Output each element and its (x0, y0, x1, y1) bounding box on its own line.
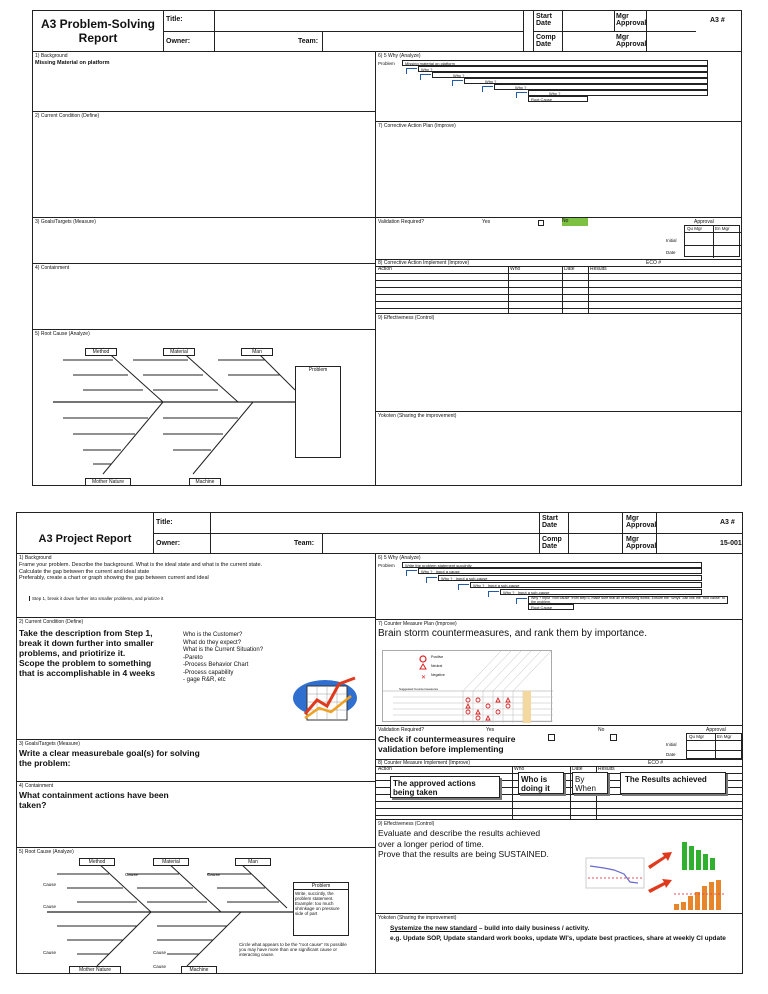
eco-label: ECO # (646, 260, 662, 266)
current-text-1: Take the description from Step 1, break it down further into smaller problems, and priotirize it. (19, 628, 154, 658)
fishbone-problem-box[interactable] (293, 882, 349, 936)
cause-label: Cause (43, 904, 57, 909)
section-label: 2) Current Condition (Define) (19, 619, 84, 625)
validation-yes: Yes (486, 727, 495, 733)
section-yokoten[interactable] (375, 913, 742, 973)
section-label: 4) Containment (35, 265, 70, 271)
cause-label: Cause (207, 872, 221, 877)
section-yokoten[interactable] (375, 411, 741, 485)
question: What do they expect? (183, 639, 242, 646)
validation-text: Check if countermeasures require validation before implementing (378, 734, 516, 754)
fishbone-mother-nature: Mother Nature (69, 966, 121, 974)
a3-number-value: 15-001 (720, 540, 742, 547)
five-why-problem-label: Problem (378, 61, 395, 66)
yokoten-standard: Systemize the new standard (390, 925, 478, 932)
implement-label: 8) Counter Measure Implement (Improve) (378, 760, 470, 766)
section-label: 7) Corrective Action Plan (Improve) (378, 123, 456, 129)
why-2[interactable] (438, 575, 702, 581)
section-label: 5) Root Cause (Analyze) (35, 331, 90, 337)
dates-block (533, 11, 741, 51)
why-5[interactable]: Why ? (528, 90, 708, 96)
yokoten-text (390, 924, 740, 943)
cause-label: Cause (153, 950, 167, 955)
question: Who is the Customer? (183, 632, 243, 638)
section-goals[interactable] (17, 739, 375, 781)
qu-mgr-label: Qu Mgr (689, 734, 705, 739)
why-label: Why ? (421, 569, 433, 574)
fishbone-machine: Machine (189, 478, 221, 486)
form-title: A3 Project Report (38, 533, 132, 545)
section-label: Yokoten (Sharing the improvement) (378, 915, 457, 921)
team-input[interactable] (322, 32, 524, 51)
col-who: Who (510, 266, 521, 272)
who-doing-note: Who is doing it (518, 772, 564, 794)
section-five-why[interactable] (375, 51, 741, 121)
section-label: 3) Goals/Targets (Measure) (35, 219, 96, 225)
section-five-why[interactable] (375, 553, 742, 619)
start-date-label: Start Date (542, 515, 558, 529)
goals-text: Write a clear measurebale goal(s) for solving the problem: (19, 748, 200, 768)
why-1[interactable] (418, 568, 702, 574)
validation-label: Validation Required? (378, 219, 425, 225)
validation-yes: Yes (482, 219, 491, 225)
section-containment[interactable] (33, 263, 375, 329)
why-final: Input "root cause" from step 5, make sure that all of resolving works. Ensure the "Whys" can link the "root cause" to the problem. (531, 596, 726, 604)
date-label: Date (666, 752, 676, 757)
counter-text: Brain storm countermeasures, and rank them by importance. (378, 628, 648, 639)
why-label: Why ? (441, 576, 453, 581)
problem-title: Problem (294, 883, 348, 890)
why-input: Input a sub-cause (517, 590, 550, 595)
a3-number-label: A3 # (710, 17, 725, 24)
owner-input[interactable] (210, 534, 290, 553)
mgr-approval-label: Mgr Approval (626, 515, 657, 529)
fishbone-mother-nature: Mother Nature (85, 478, 131, 486)
section-implement (375, 259, 741, 313)
why-input: Input a sub-cause (455, 576, 488, 581)
en-mgr-label: En Mgr (717, 734, 732, 739)
fishbone-material: Material (163, 348, 195, 356)
why-label: Why ? (531, 596, 542, 600)
background-text: Missing Material on platform (35, 60, 110, 66)
legend-negative: Negative (431, 673, 445, 677)
section-validation (375, 725, 742, 759)
qu-mgr-label: Qu Mgr (687, 226, 703, 231)
approval-table (686, 733, 742, 759)
comp-date-input[interactable] (562, 32, 614, 51)
approval-label: Approval (706, 727, 726, 733)
section-label: 2) Current Condition (Define) (35, 113, 100, 119)
section-effectiveness[interactable] (375, 819, 742, 913)
mgr-approval2-label: Mgr Approval (626, 536, 657, 550)
section-current-condition[interactable] (33, 111, 375, 217)
validation-yes-checkbox[interactable] (538, 220, 544, 226)
by-when-note: By When (572, 772, 608, 794)
cause-label: Cause (153, 964, 167, 969)
question: - gage R&R, etc (183, 677, 226, 683)
section-implement (375, 759, 742, 819)
section-label: 6) 5 Why (Analyze) (378, 53, 421, 59)
title-input[interactable] (210, 513, 540, 533)
yokoten-standard-rest: – build into daily business / activity. (477, 925, 590, 932)
initial-label: Initial (666, 238, 677, 243)
circle-note: Circle what appears to be the "root cause" Its possible you may have more than one significant cause or interacting cause. (239, 942, 347, 957)
five-why-problem[interactable]: Missing material on platform (402, 60, 708, 66)
section-goals[interactable] (33, 217, 375, 263)
validation-label: Validation Required? (378, 727, 425, 733)
title-input[interactable] (214, 11, 524, 31)
validation-yes-checkbox[interactable] (548, 734, 555, 741)
col-date: Date (564, 266, 575, 272)
a3-number-label: A3 # (720, 519, 735, 526)
title-label: Title: (156, 519, 173, 526)
section-root-cause[interactable] (17, 847, 375, 973)
svg-text:✕: ✕ (421, 674, 427, 681)
owner-label: Owner: (166, 38, 191, 45)
col-date: Date (572, 766, 583, 772)
bg-line-2: Calculate the gap between the current and ideal state (19, 568, 150, 575)
owner-label: Owner: (156, 540, 181, 547)
legend-positive: Positive (431, 655, 444, 659)
title-field-row (163, 11, 523, 31)
comp-date-label: Comp Date (542, 536, 562, 550)
section-corrective-plan[interactable] (375, 121, 741, 217)
section-effectiveness[interactable] (375, 313, 741, 411)
current-text-2: Scope the problem to something that is accomplishable in 4 weeks (19, 658, 156, 678)
section-label: 9) Effectiveness (Control) (378, 315, 435, 321)
question: -Process Behavior Chart (183, 662, 249, 668)
yokoten-examples: e.g. Update SOP, Update standard work books, update WI's, update best practices, share at weekly CI update (390, 934, 726, 942)
eff-text-1: Evaluate and describe the results achieved over a longer period of time. (378, 828, 541, 849)
implement-label: 8) Corrective Action Implement (Improve) (378, 260, 470, 266)
section-background[interactable] (17, 553, 375, 617)
col-results: Results (590, 266, 607, 272)
containment-text: What containment actions have been taken? (19, 790, 169, 810)
five-why-problem-label: Problem (378, 563, 395, 568)
section-validation (375, 217, 741, 259)
fishbone-man: Man (235, 858, 271, 866)
date-label: Date (666, 250, 676, 255)
legend-neutral: Neutral (431, 664, 443, 668)
approved-actions-note: The approved actions being taken (390, 776, 500, 798)
start-date-input[interactable] (562, 11, 614, 31)
why-3[interactable]: Why ? (464, 78, 708, 84)
owner-team-row (163, 31, 523, 51)
bg-line-1: Frame your problem. Describe the background. What is the ideal state and what is the current state. (19, 562, 263, 568)
fishbone-man: Man (241, 348, 273, 356)
initial-label: Initial (666, 742, 677, 747)
section-counter-plan[interactable] (375, 619, 742, 725)
why-2[interactable]: Why ? (432, 72, 708, 78)
question: -Pareto (183, 654, 203, 661)
problem-desc: Write, succintly, the problem statement. Example: too much shrinkage on pressure side of part (295, 891, 340, 916)
section-label: 1) Background (35, 53, 68, 59)
why-input: Input a sub-cause (487, 583, 520, 588)
question: -Process capability (183, 669, 234, 676)
fishbone-method: Method (79, 858, 115, 866)
root-cause[interactable]: Root Cause (528, 96, 588, 102)
effectiveness-trend-chart (376, 820, 743, 914)
col-who: Who (514, 766, 525, 772)
why-4[interactable]: Why ? (494, 84, 708, 90)
section-label: 6) 5 Why (Analyze) (378, 555, 421, 561)
team-label: Team: (298, 38, 319, 45)
cause-label: Cause (43, 882, 57, 887)
why-5[interactable] (528, 596, 728, 604)
cause-label: Cause (125, 872, 139, 877)
comp-date-input[interactable] (568, 534, 622, 553)
col-action: Action (378, 766, 392, 772)
countermeasure-matrix (382, 650, 552, 722)
validation-no: No (598, 727, 605, 733)
en-mgr-label: En Mgr (715, 226, 730, 231)
section-label: 5) Root Cause (Analyze) (19, 849, 74, 855)
why-label: Why ? (473, 583, 485, 588)
eff-text-2: Prove that the results are being SUSTAINED. (378, 849, 549, 859)
team-label: Team: (294, 540, 315, 547)
comp-date-label: Comp Date (536, 34, 556, 48)
approval-table (684, 225, 740, 257)
section-current-condition[interactable] (17, 617, 375, 739)
cause-label: Cause (43, 950, 57, 955)
section-label: 1) Background (19, 555, 52, 561)
title-label: Title: (166, 16, 183, 23)
fishbone-method: Method (85, 348, 117, 356)
section-label: 4) Containment (19, 783, 54, 789)
start-date-input[interactable] (568, 513, 622, 533)
section-label: 9) Effectiveness (Control) (378, 821, 435, 827)
section-containment[interactable] (17, 781, 375, 847)
why-3[interactable] (470, 582, 702, 588)
five-why-problem[interactable]: Write the problem statement succintly (402, 562, 702, 568)
owner-input[interactable] (214, 32, 294, 51)
bg-step: Step 1, break it down further into smaller problems, and priotirze it (29, 596, 163, 601)
root-cause[interactable]: Root Cause (528, 604, 574, 610)
question: What is the Current Situation? (183, 647, 264, 653)
a3-form-problem-solving (32, 10, 742, 486)
section-label: 7) Counter Measure Plan (Improve) (378, 621, 457, 627)
validation-no[interactable]: No (562, 218, 588, 226)
why-input: Input a cause (435, 569, 460, 574)
mgr-approval2-label: Mgr Approval (616, 34, 647, 48)
start-date-label: Start Date (536, 13, 552, 27)
mgr-approval-label: Mgr Approval (616, 13, 647, 27)
fishbone-material: Material (153, 858, 189, 866)
a3-form-project-report (16, 512, 743, 974)
approval-label: Approval (694, 219, 714, 225)
eco-label: ECO # (648, 760, 664, 766)
chart-clipart-icon (17, 618, 375, 740)
bg-line-3: Preferably, create a chart or graph showing the gap between current and ideal (19, 575, 209, 581)
section-label: 3) Goals/Targets (Measure) (19, 741, 80, 747)
col-results: Results (598, 766, 615, 772)
why-1[interactable]: Why ? (418, 66, 708, 72)
results-achieved-note: The Results achieved (620, 772, 726, 794)
why-label: Why ? (503, 590, 515, 595)
team-input[interactable] (322, 534, 540, 553)
form-title: A3 Problem-Solving Report (40, 17, 156, 45)
matrix-header: Suggested Countermeasures (399, 687, 439, 691)
section-root-cause[interactable] (33, 329, 375, 485)
section-label: Yokoten (Sharing the improvement) (378, 413, 457, 419)
section-background[interactable] (33, 51, 375, 111)
col-action: Action (378, 266, 392, 272)
fishbone-machine: Machine (181, 966, 217, 974)
why-4[interactable] (500, 589, 702, 595)
validation-no-checkbox[interactable] (610, 734, 617, 741)
fishbone-problem-box[interactable]: Problem (295, 366, 341, 458)
